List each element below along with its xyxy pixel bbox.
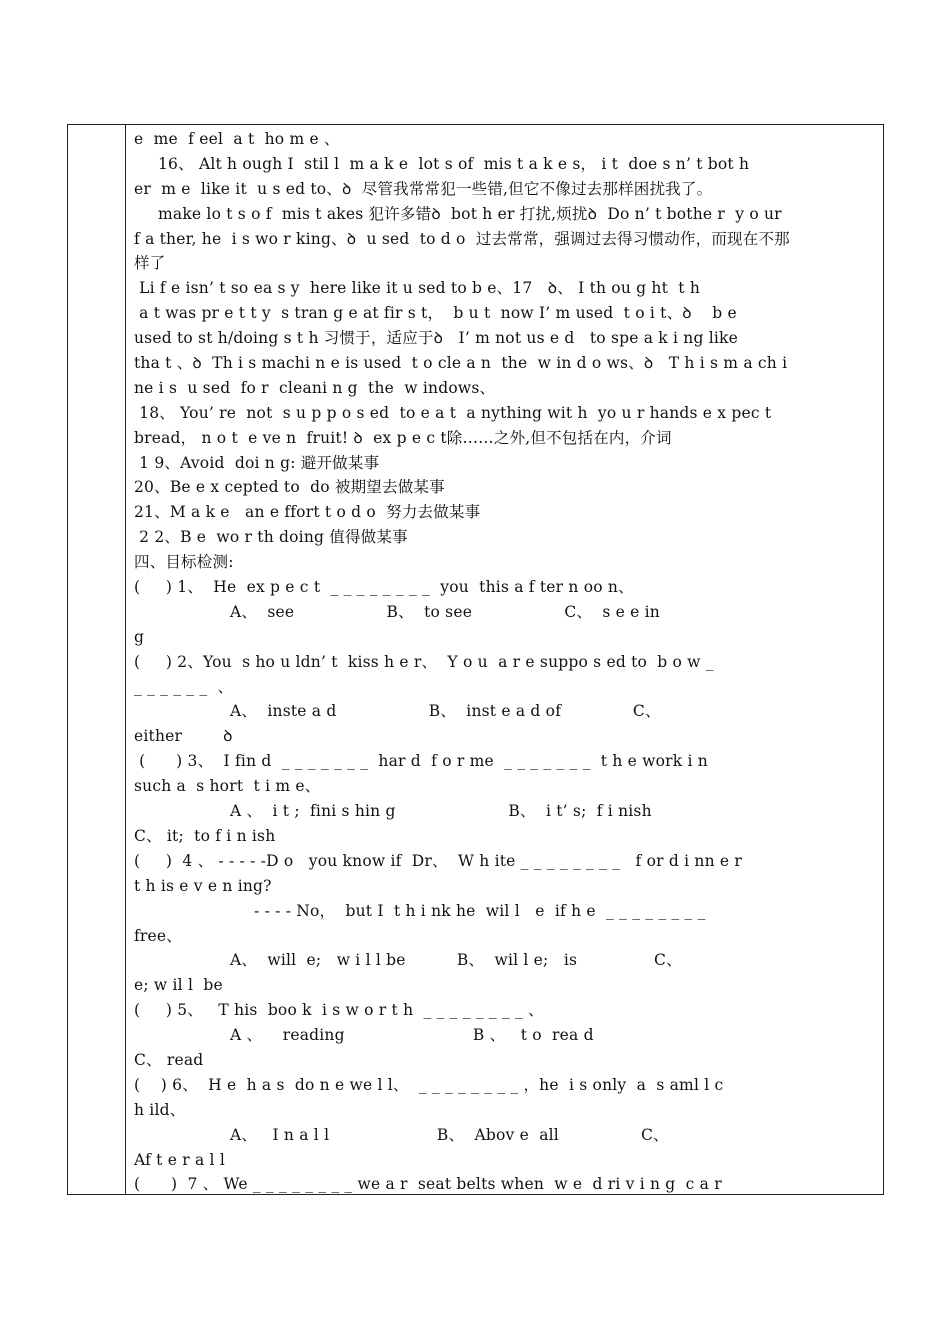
text-line: ( ) 7 、 We _ _ _ _ _ _ _ _ we a r seat belts when w e d ri v i n g c a r <box>134 1175 722 1194</box>
text-line: a t was pr e t t y s tran g e at fir s t， b u t now I’ m used t o i t、ꝺ b e <box>134 304 737 323</box>
text-line: Af t e r a l l <box>134 1150 225 1169</box>
text-line: A、 will e; w i l l be B、 wil l e; is C、 <box>230 951 682 970</box>
text-line: ne i s u sed fo r cleani n g the w indows、 <box>134 378 496 397</box>
document-body <box>134 127 878 1197</box>
text-line: used to st h/doing s t h 习惯于，适应于ꝺ I’ m not us e d to spe a k i ng like <box>134 329 739 348</box>
text-line: 样了 <box>134 254 166 273</box>
text-line: 20、Be e x cepted to do 被期望去做某事 <box>134 478 445 497</box>
text-line: ( ) 4 、 - - - - -D o you know if Dr、 W h ite _ _ _ _ _ _ _ _ f or d i nn e r <box>134 851 742 870</box>
text-line: such a s hort t i m e、 <box>134 777 321 796</box>
text-line: ( ) 1、 He ex p e c t _ _ _ _ _ _ _ _ you this a f ter n oo n、 <box>134 578 634 597</box>
text-line: 18、 You’ re not s u p p o s ed to e a t a nything wit h yo u r hands e x pec t <box>134 403 772 422</box>
text-line: ( ) 6、 H e h a s do n e we l l、 _ _ _ _ _ _ _ _ ，he i s only a s aml l c <box>134 1075 724 1094</box>
text-line: f a ther, he i s wo r king、ꝺ u sed to d o 过去常常，强调过去得习惯动作，而现在不那 <box>134 229 790 248</box>
text-line: e; w il l be <box>134 976 223 995</box>
text-line: A、 I n a l l B、 Abov e all C、 <box>230 1125 669 1144</box>
text-line: 2 2、B e wo r th doing 值得做某事 <box>134 528 408 547</box>
text-line: _ _ _ _ _ _ 、 <box>134 677 234 696</box>
text-line: A 、 i t ; fini s hin g B、 i t’ s; f i nish <box>230 802 652 821</box>
document-table <box>67 124 884 1195</box>
text-line: h ild、 <box>134 1100 186 1119</box>
text-line: er m e like it u s ed to、ꝺ 尽管我常常犯一些错,但它不像过去那样困扰我了。 <box>134 179 713 198</box>
text-line: e me f eel a t ho m e 、 <box>134 130 340 148</box>
text-line: A、 see B、 to see C、 s e e in <box>230 602 660 621</box>
text-line: 四、目标检测: <box>134 553 234 572</box>
text-line: free、 <box>134 926 182 945</box>
text-line: ( ) 2、You s ho u ldn’ t kiss h e r、 Y o u a r e suppo s ed to b o w _ <box>134 652 714 671</box>
text-line: 21、M a k e an e ffort t o d o 努力去做某事 <box>134 503 481 522</box>
text-line: 16、 Alt h ough I stil l m a k e lot s of mis t a k e s， i t doe s n’ t bot h <box>158 154 750 173</box>
text-line: ( ) 5、 T his boo k i s w o r t h _ _ _ _ _ _ _ _ 、 <box>134 1001 544 1020</box>
text-line: - - - - No， but I t h i nk he wil l e if h e _ _ _ _ _ _ _ _ <box>254 901 706 920</box>
text-line: A、 inste a d B、 inst e a d of C、 <box>230 702 661 721</box>
text-line: ( ) 3、 I fin d _ _ _ _ _ _ _ har d f o r me _ _ _ _ _ _ _ t h e work i n <box>134 752 708 771</box>
text-line: Li f e isn’ t so ea s y here like it u sed to b e、17 ꝺ、 I th ou g ht t h <box>134 279 700 298</box>
text-line: A 、 reading B 、 t o rea d <box>230 1026 594 1045</box>
text-line: C、 read <box>134 1050 204 1069</box>
text-line: bread， n o t e ve n fruit! ꝺ ex p e c t除……之外,但不包括在内，介词 <box>134 428 672 447</box>
text-line: C、 it; to f i n ish <box>134 826 276 845</box>
table-column-divider <box>125 125 126 1194</box>
text-line: g <box>134 627 145 646</box>
text-line: 1 9、Avoid doi n g: 避开做某事 <box>134 453 380 472</box>
text-line: t h is e v e n ing? <box>134 876 272 895</box>
text-line: tha t 、ꝺ Th i s machi n e is used t o cle a n the w in d o ws、ꝺ T h i s m a ch i <box>134 354 788 373</box>
text-line: make lo t s o f mis t akes 犯许多错ꝺ bot h er 打扰,烦扰ꝺ Do n’ t bothe r y o ur <box>158 204 782 223</box>
text-line: either ꝺ <box>134 727 233 746</box>
